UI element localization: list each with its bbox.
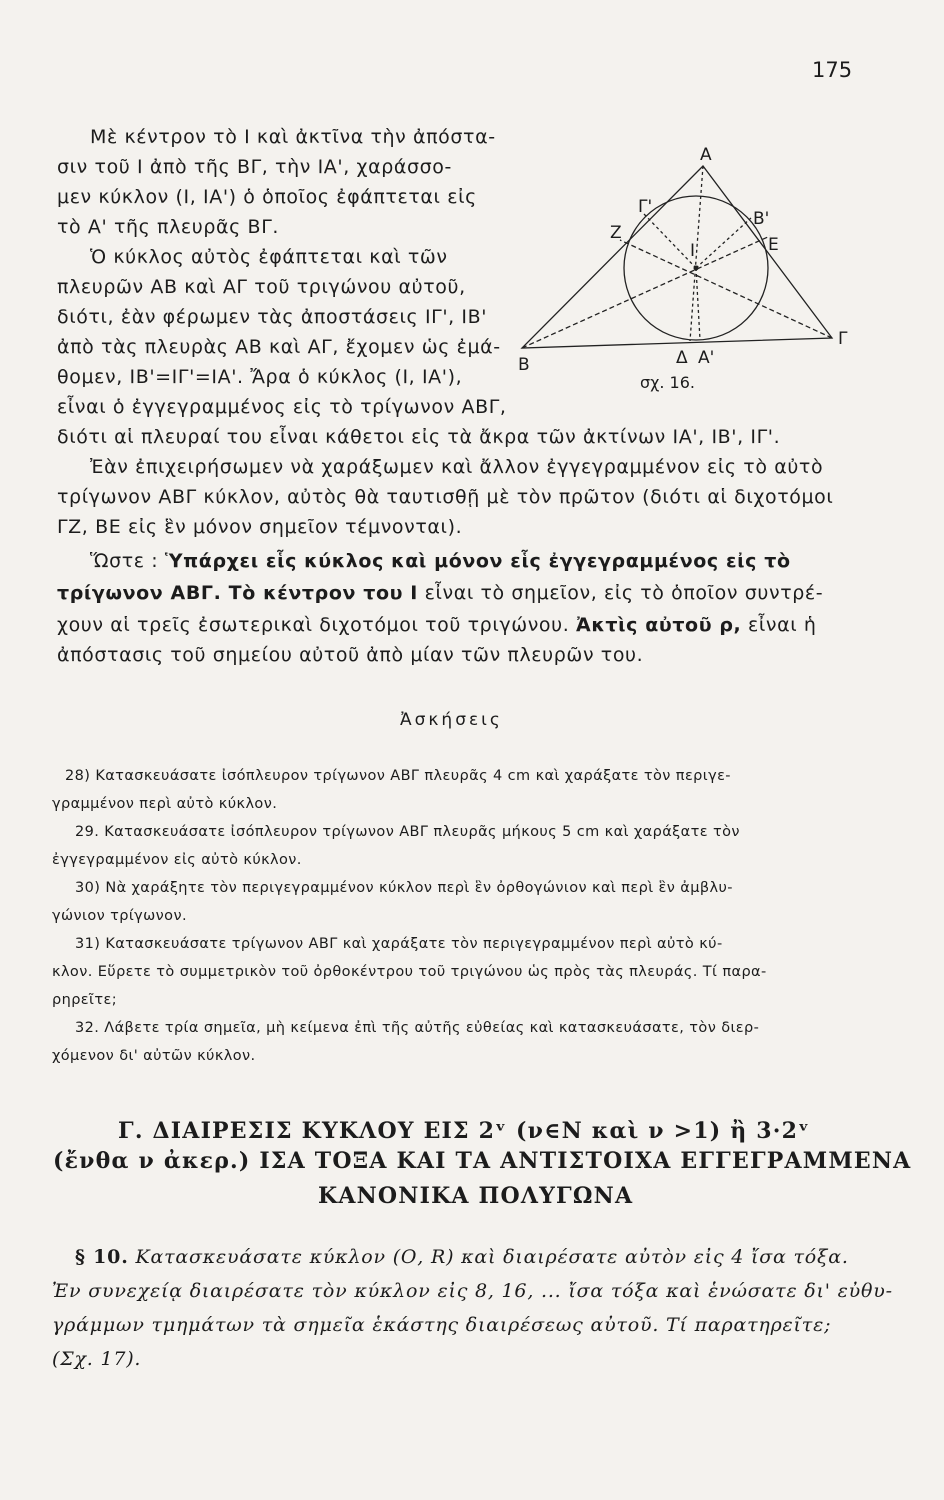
conclusion-text: χουν αἱ τρεῖς ἐσωτερικαὶ διχοτόμοι τοῦ τριγώνου.: [57, 614, 577, 636]
exercise-line: 28) Κατασκευάσατε ἰσόπλευρον τρίγωνον ΑΒΓ πλευρᾶς 4 cm καὶ χαράξατε τὸν περιγε-: [65, 768, 731, 784]
para3-line: ΓΖ, ΒΕ εἰς ἓν μόνον σημεῖον τέμνονται).: [57, 516, 463, 538]
radius-ib1: [696, 218, 751, 268]
label-d: Δ: [676, 348, 688, 368]
triangle-incircle-figure: [500, 138, 850, 398]
radius-ig1: [644, 214, 696, 268]
section-heading-line: Γ. ΔΙΑΙΡΕΣΙΣ ΚΥΚΛΟΥ ΕΙΣ 2ᵛ (ν∈Ν καὶ ν >1) ἢ 3·2ᵛ: [118, 1118, 811, 1144]
radius-ia1: [696, 268, 700, 340]
page-number: 175: [812, 58, 853, 82]
bisector-gz: [620, 240, 832, 338]
section10-line: Ἐν συνεχείᾳ διαιρέσατε τὸν κύκλον εἰς 8, 16, ... ἴσα τόξα καὶ ἑνώσατε δι' εὐθυ-: [52, 1280, 893, 1302]
conclusion-text: εἶναι τὸ σημεῖον, εἰς τὸ ὁποῖον συντρέ-: [417, 582, 824, 604]
exercises-title: Ἀσκήσεις: [400, 710, 503, 730]
label-g: Γ: [838, 329, 848, 349]
exercise-line: χόμενον δι' αὐτῶν κύκλον.: [52, 1048, 256, 1064]
figure-caption: σχ. 16.: [640, 373, 695, 392]
label-a: Α: [700, 145, 712, 165]
section10-line-1: [75, 1246, 849, 1268]
bisector-bisector-be: [522, 236, 770, 348]
label-g1: Γ': [638, 197, 653, 217]
para2-line: Ὁ κύκλος αὐτὸς ἐφάπτεται καὶ τῶν: [90, 246, 448, 268]
exercise-line: γραμμένον περὶ αὐτὸ κύκλον.: [52, 796, 278, 812]
para3-line: Ἐὰν ἐπιχειρήσωμεν νὰ χαράξωμεν καὶ ἄλλον ἐγγεγραμμένον εἰς τὸ αὐτὸ: [90, 456, 824, 478]
conclusion-line-3: [57, 614, 817, 636]
para2-line: ἀπὸ τὰς πλευρὰς ΑΒ καὶ ΑΓ, ἔχομεν ὡς ἐμά-: [57, 336, 501, 358]
label-z: Ζ: [610, 223, 622, 243]
conclusion-text: εἶναι ἡ: [741, 614, 817, 636]
para1-line: Μὲ κέντρον τὸ Ι καὶ ἀκτῖνα τὴν ἀπόστα-: [90, 126, 496, 148]
exercise-line: 31) Κατασκευάσατε τρίγωνον ΑΒΓ καὶ χαράξατε τὸν περιγεγραμμένον περὶ αὐτὸ κύ-: [75, 936, 723, 952]
label-i: Ι: [690, 241, 696, 261]
section-heading-line: ΚΑΝΟΝΙΚΑ ΠΟΛΥΓΩΝΑ: [318, 1183, 634, 1209]
section10-label: § 10.: [75, 1246, 129, 1268]
label-a1: Α': [698, 348, 715, 368]
label-e: Ε: [768, 235, 779, 255]
para2-line: διότι, ἐὰν φέρωμεν τὰς ἀποστάσεις ΙΓ', ΙΒ': [57, 306, 488, 328]
exercise-line: ἐγγεγραμμένον εἰς αὐτὸ κύκλον.: [52, 852, 302, 868]
label-b: Β: [518, 355, 530, 375]
section-heading-line: (ἔνθα ν ἀκερ.) ΙΣΑ ΤΟΞΑ ΚΑΙ ΤΑ ΑΝΤΙΣΤΟΙΧΑ ΕΓΓΕΓΡΑΜΜΕΝΑ: [53, 1148, 912, 1174]
para2-line: εἶναι ὁ ἐγγεγραμμένος εἰς τὸ τρίγωνον ΑΒΓ,: [57, 396, 507, 418]
para2-line: πλευρῶν ΑΒ καὶ ΑΓ τοῦ τριγώνου αὐτοῦ,: [57, 276, 466, 298]
conclusion-line-4: ἀπόστασις τοῦ σημείου αὐτοῦ ἀπὸ μίαν τῶν πλευρῶν του.: [57, 644, 644, 666]
conclusion-lead: Ὥστε :: [90, 550, 165, 572]
conclusion-line-2: [57, 582, 823, 604]
exercise-line: 29. Κατασκευάσατε ἰσόπλευρον τρίγωνον ΑΒΓ πλευρᾶς μήκους 5 cm καὶ χαράξατε τὸν: [75, 824, 740, 840]
conclusion-line-1: [90, 550, 791, 572]
incenter-point: [694, 266, 699, 271]
para3-line: τρίγωνον ΑΒΓ κύκλον, αὐτὸς θὰ ταυτισθῇ μὲ τὸν πρῶτον (διότι αἱ διχοτόμοι: [57, 486, 834, 508]
section10-text: Κατασκευάσατε κύκλον (Ο, R) καὶ διαιρέσατε αὐτὸν εἰς 4 ἴσα τόξα.: [135, 1246, 849, 1268]
section10-line: γράμμων τμημάτων τὰ σημεῖα ἑκάστης διαιρέσεως αὐτοῦ. Τί παρατηρεῖτε;: [52, 1314, 832, 1336]
triangle-abg: [522, 166, 832, 348]
label-b1: Β': [753, 209, 770, 229]
exercise-line: 32. Λάβετε τρία σημεῖα, μὴ κείμενα ἐπὶ τῆς αὐτῆς εὐθείας καὶ κατασκευάσατε, τὸν διερ-: [75, 1020, 760, 1036]
conclusion-bold: Ὑπάρχει εἷς κύκλος καὶ μόνον εἷς ἐγγεγραμμένος εἰς τὸ: [164, 550, 791, 572]
exercise-line: ρηρεῖτε;: [52, 992, 117, 1008]
para1-line: μεν κύκλον (Ι, ΙΑ') ὁ ὁποῖος ἐφάπτεται εἰς: [57, 186, 477, 208]
para2-line: θομεν, ΙΒ'=ΙΓ'=ΙΑ'. Ἄρα ὁ κύκλος (Ι, ΙΑ'),: [57, 366, 463, 388]
para1-line: σιν τοῦ Ι ἀπὸ τῆς ΒΓ, τὴν ΙΑ', χαράσσο-: [57, 156, 452, 178]
para1-line: τὸ Α' τῆς πλευρᾶς ΒΓ.: [57, 216, 280, 238]
para2-line: διότι αἱ πλευραί του εἶναι κάθετοι εἰς τὰ ἄκρα τῶν ἀκτίνων ΙΑ', ΙΒ', ΙΓ'.: [57, 426, 781, 448]
conclusion-bold: Ἀκτὶς αὐτοῦ ρ,: [576, 614, 742, 636]
exercise-line: 30) Νὰ χαράξητε τὸν περιγεγραμμένον κύκλον περὶ ἓν ὀρθογώνιον καὶ περὶ ἓν ἀμβλυ-: [75, 880, 733, 896]
exercise-line: κλον. Εὕρετε τὸ συμμετρικὸν τοῦ ὀρθοκέντρου τοῦ τριγώνου ὡς πρὸς τὰς πλευράς. Τί παρα-: [52, 964, 767, 980]
conclusion-bold: τρίγωνον ΑΒΓ. Τὸ κέντρον του Ι: [57, 582, 418, 604]
exercise-line: γώνιον τρίγωνον.: [52, 908, 187, 924]
section10-line: (Σχ. 17).: [52, 1348, 142, 1370]
